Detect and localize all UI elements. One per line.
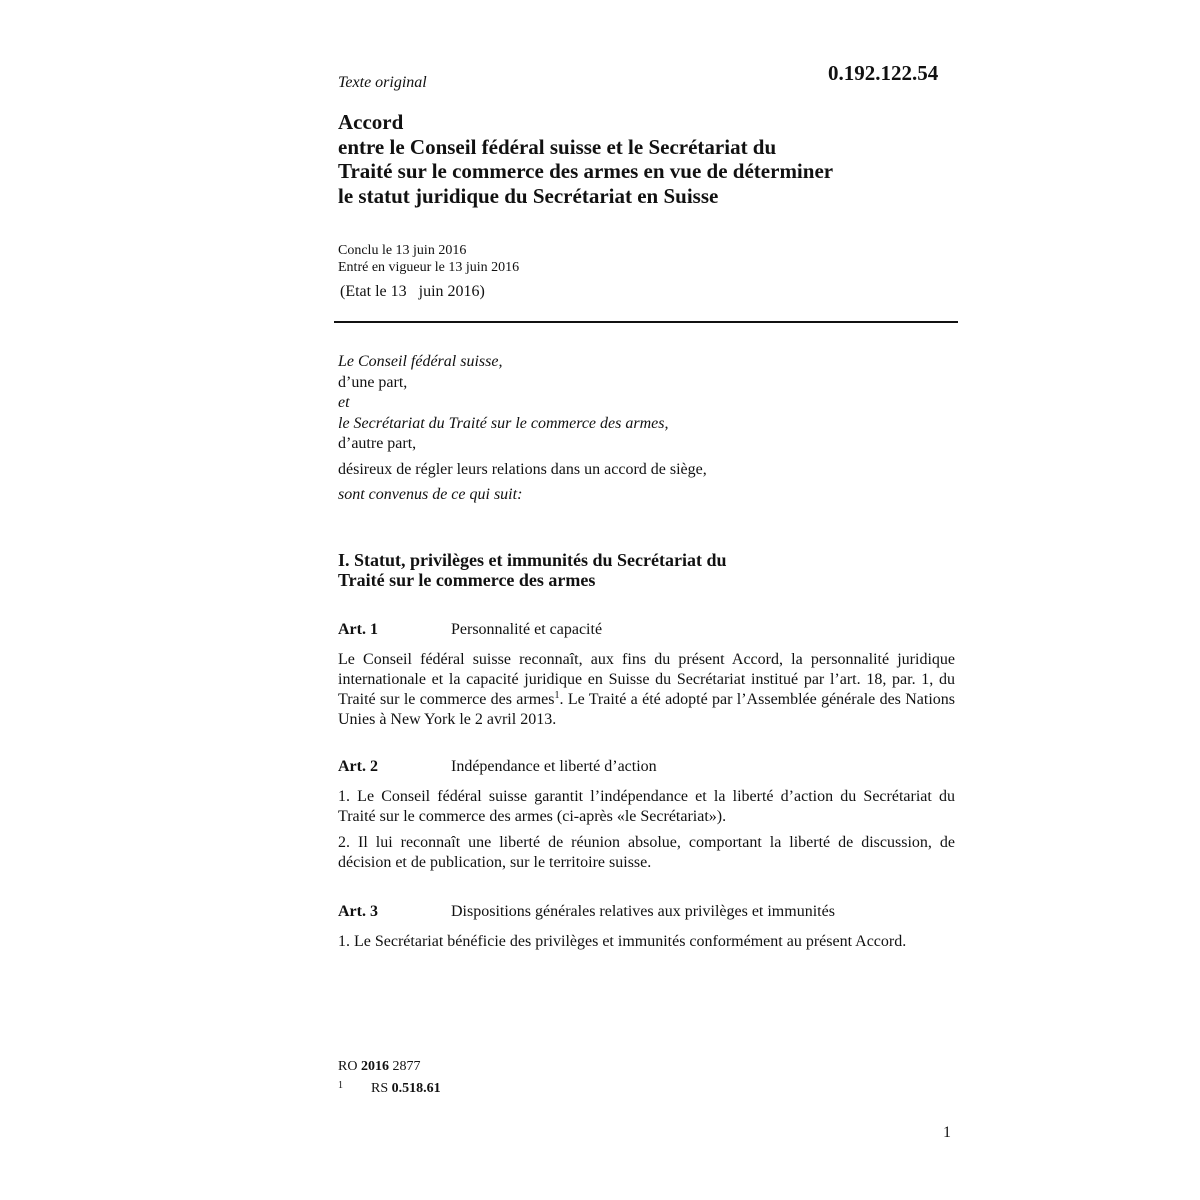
ro-reference: RO 2016 2877 (338, 1059, 421, 1074)
article-paragraph: 1. Le Conseil fédéral suisse garantit l’indépendance et la liberté d’action du Secrétariat du Traité sur le commerce des armes (ci-après «le Secrétariat»). (338, 788, 955, 825)
title-line: Accord (338, 110, 404, 134)
party-one-role: d’une part, (338, 373, 408, 391)
title-line: le statut juridique du Secrétariat en Suisse (338, 183, 719, 208)
article-title: Indépendance et liberté d’action (451, 758, 657, 775)
footnote-mark: 1 (338, 1080, 343, 1091)
article-paragraph: Le Conseil fédéral suisse reconnaît, aux fins du présent Accord, la personnalité juridique internationale et la capacité juridique en Suisse du Secrétariat institué par l’art. 18, par. 1, du Traité sur le commerce des armes$^1$. Le Traité a été adopté par l’Assemblée générale des Nations Unies à New York le 2 avril 2013. (338, 651, 956, 728)
article-paragraph: 1. Le Secrétariat bénéficie des privilèges et immunités conformément au présent Accord. (338, 933, 907, 950)
article-title: Dispositions générales relatives aux privilèges et immunités (451, 903, 835, 920)
article-number: Art. 3 (338, 903, 378, 920)
section-heading-line: Traité sur le commerce des armes (338, 570, 596, 590)
original-text-label: Texte original (338, 74, 427, 91)
party-two: le Secrétariat du Traité sur le commerce des armes, (338, 414, 669, 432)
page-number: 1 (943, 1124, 951, 1141)
article-2-body (338, 787, 955, 873)
title-line: Traité sur le commerce des armes en vue de déterminer (338, 159, 834, 183)
article-paragraph: 2. Il lui reconnaît une liberté de réunion absolue, comportant la liberté de discussion, de décision et de publication, sur le territoire suisse. (338, 834, 955, 871)
dates-block (338, 242, 519, 276)
header-divider (334, 321, 958, 323)
concluded-date: Conclu le 13 juin 2016 (338, 243, 467, 258)
status-date: (Etat le 13 juin 2016) (340, 283, 485, 300)
title-line: entre le Conseil fédéral suisse et le Secrétariat du (338, 134, 777, 159)
article-number: Art. 2 (338, 758, 378, 775)
sr-number: 0.192.122.54 (828, 61, 939, 85)
article-title: Personnalité et capacité (451, 621, 603, 638)
document-title (338, 110, 978, 208)
party-two-role: d’autre part, (338, 435, 417, 452)
party-one: Le Conseil fédéral suisse, (338, 353, 503, 370)
footnote-reference: 1 (554, 690, 560, 701)
article-1-body (338, 650, 955, 730)
article-number: Art. 1 (338, 621, 378, 638)
preamble (338, 352, 707, 506)
conjunction: et (338, 394, 350, 411)
preamble-agreed: sont convenus de ce qui suit: (338, 486, 523, 503)
preamble-desire: désireux de régler leurs relations dans un accord de siège, (338, 460, 707, 478)
article-1-heading (338, 621, 602, 639)
section-heading-line: I. Statut, privilèges et immunités du Secrétariat du (338, 550, 727, 570)
article-3-heading (338, 903, 835, 921)
article-2-heading (338, 758, 657, 776)
footnote: 1 RS 0.518.61 (338, 1080, 441, 1096)
article-3-body (338, 932, 955, 952)
in-force-date: Entré en vigueur le 13 juin 2016 (338, 260, 520, 275)
section-heading (338, 550, 726, 590)
